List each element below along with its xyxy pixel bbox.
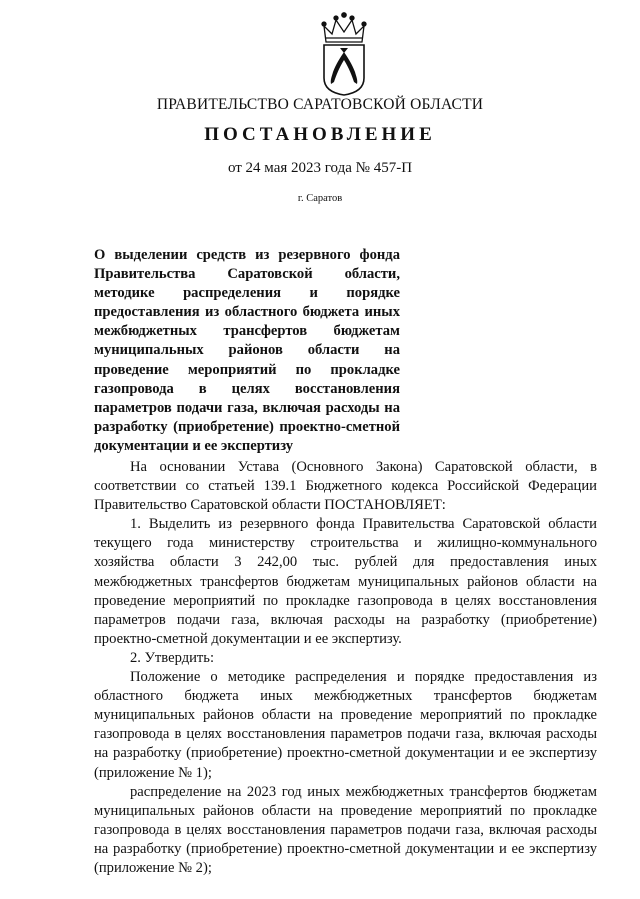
paragraph-basis: На основании Устава (Основного Закона) Саратовской области, в соответствии со статьей 139.1 Бюджетного кодекса Российской Федерации Правительство Саратовской области ПОСТАНОВЛЯЕТ: bbox=[94, 459, 597, 514]
paragraph-item-1: 1. Выделить из резервного фонда Правительства Саратовской области текущего года министерству строительства и жилищно-коммунального хозяйства области 3 242,00 тыс. рублей для предоставления иных межбюджетных трансфертов бюджетам муниципальных районов области на проведение мероприятий по прокладке газопровода в целях восстановления параметров подачи газа, включая расходы на разработку (приобретение) проектно-сметной документации и ее экспертизу. bbox=[94, 516, 597, 647]
document-type-title: ПОСТАНОВЛЕНИЕ bbox=[204, 124, 436, 145]
paragraph-regulation: Положение о методике распределения и порядке предоставления из областного бюджета иных межбюджетных трансфертов бюджетам муниципальных районов области на проведение мероприятий по прокладке газопровода в целях восстановления параметров подачи газа, включая расходы на разработку (приобретение) проектно-сметной документации и ее экспертизу (приложение № 1); bbox=[94, 669, 597, 781]
date-and-number: от 24 мая 2023 года № 457-П bbox=[227, 160, 413, 176]
saratov-coat-of-arms-icon bbox=[318, 12, 370, 96]
government-name: ПРАВИТЕЛЬСТВО САРАТОВСКОЙ ОБЛАСТИ bbox=[156, 96, 484, 113]
paragraph-item-2: 2. Утвердить: bbox=[130, 649, 215, 666]
resolution-body bbox=[94, 458, 597, 878]
city-name: г. Саратов bbox=[297, 193, 343, 204]
paragraph-distribution: распределение на 2023 год иных межбюджетных трансфертов бюджетам муниципальных районов области на проведение мероприятий по прокладке газопровода в целях восстановления параметров подачи газа, включая расходы на разработку (приобретение) проектно-сметной документации и ее экспертизу (приложение № 2); bbox=[94, 783, 597, 876]
crown-icon bbox=[322, 13, 366, 42]
resolution-subject: О выделении средств из резервного фонда Правительства Саратовской области, методике распределения и порядке предоставления из областного бюджета иных межбюджетных трансфертов бюджетам муниципальных районов области на проведение мероприятий по прокладке газопровода в целях восстановления параметров подачи газа, включая расходы на разработку (приобретение) проектно-сметной документации и ее экспертизу bbox=[94, 247, 400, 454]
